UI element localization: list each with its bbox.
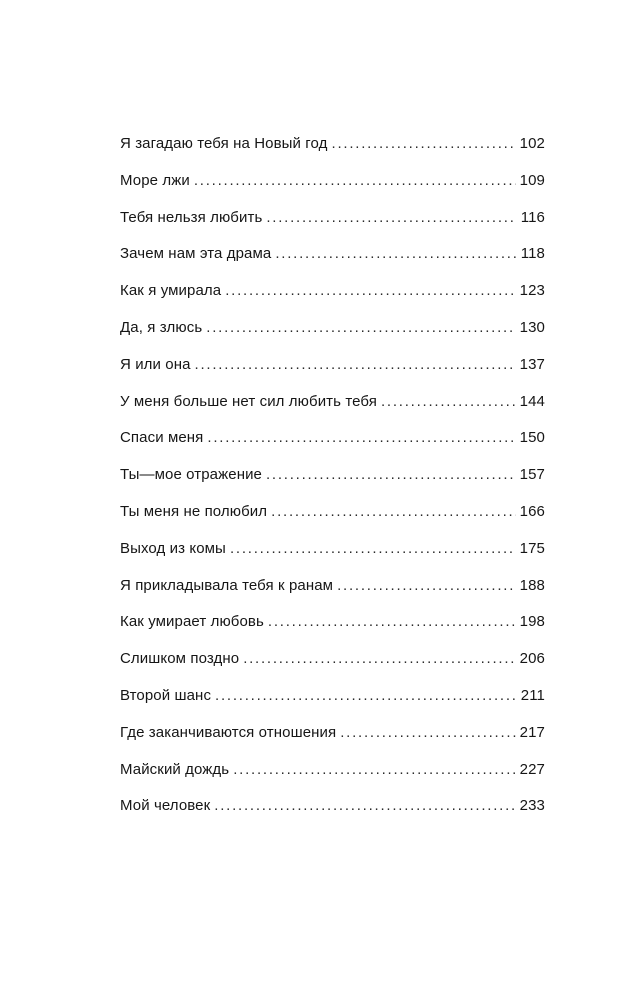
toc-dot-leader	[214, 793, 515, 819]
toc-entry-title: У меня больше нет сил любить тебя	[120, 392, 377, 410]
toc-entry[interactable]	[120, 131, 545, 168]
toc-entry-title: Мой человек	[120, 797, 211, 815]
toc-entry-title: Выход из комы	[120, 539, 226, 557]
toc-entry-page-number: 130	[519, 318, 545, 336]
toc-entry[interactable]	[120, 352, 545, 389]
toc-entry-title: Спаси меня	[120, 429, 204, 447]
toc-dot-leader	[381, 389, 516, 415]
toc-entry-page-number: 166	[519, 502, 545, 520]
toc-entry-title: Как умирает любовь	[120, 613, 264, 631]
toc-entry-title: Майский дождь	[120, 760, 230, 778]
toc-entry-page-number: 157	[519, 466, 545, 484]
toc-entry-page-number: 102	[519, 135, 545, 152]
toc-dot-leader	[268, 609, 516, 635]
toc-dot-leader	[243, 646, 515, 672]
toc-entry-page-number: 175	[519, 539, 545, 557]
toc-dot-leader	[225, 278, 515, 304]
toc-entry-title: Зачем нам эта драма	[120, 245, 272, 263]
toc-entry[interactable]	[120, 168, 545, 205]
toc-entry[interactable]	[120, 646, 545, 683]
toc-dot-leader	[233, 757, 515, 783]
toc-entry[interactable]	[120, 573, 545, 610]
toc-dot-leader	[215, 683, 517, 709]
toc-entry-title: Я прикладывала тебя к ранам	[120, 576, 334, 594]
toc-entry-page-number: 227	[519, 760, 545, 778]
toc-entry[interactable]	[120, 315, 545, 352]
toc-entry[interactable]	[120, 499, 545, 536]
toc-dot-leader	[194, 168, 516, 194]
toc-entry-page-number: 118	[520, 245, 545, 263]
toc-entry-title: Море лжи	[120, 171, 190, 189]
toc-entry-title: Ты меня не полюбил	[120, 502, 268, 520]
toc-entry-page-number: 206	[519, 650, 545, 668]
toc-entry[interactable]	[120, 757, 545, 794]
toc-dot-leader	[271, 499, 516, 525]
toc-entry-page-number: 116	[520, 208, 545, 226]
toc-entry[interactable]	[120, 683, 545, 720]
toc-dot-leader	[266, 462, 516, 488]
toc-dot-leader	[275, 241, 516, 267]
toc-entry[interactable]	[120, 536, 545, 573]
toc-dot-leader	[332, 131, 516, 157]
toc-entry-page-number: 188	[519, 576, 545, 594]
toc-dot-leader	[195, 352, 516, 378]
toc-entry-title: Да, я злюсь	[120, 318, 203, 336]
toc-entry-page-number: 198	[519, 613, 545, 631]
toc-dot-leader	[266, 205, 516, 231]
toc-entry-title: Где заканчиваются отношения	[120, 723, 337, 741]
toc-entry-page-number: 109	[519, 171, 545, 189]
toc-entry[interactable]	[120, 241, 545, 278]
toc-entry[interactable]	[120, 278, 545, 315]
toc-entry[interactable]	[120, 425, 545, 462]
toc-entry[interactable]	[120, 389, 545, 426]
toc-entry-page-number: 137	[519, 355, 545, 373]
toc-entry-title: Я загадаю тебя на Новый год	[120, 135, 328, 152]
toc-entry[interactable]	[120, 609, 545, 646]
toc-entry-page-number: 123	[519, 282, 545, 300]
toc-entry-page-number: 150	[519, 429, 545, 447]
toc-dot-leader	[340, 720, 515, 746]
toc-entry-title: Как я умирала	[120, 282, 222, 300]
toc-dot-leader	[206, 315, 515, 341]
toc-dot-leader	[230, 536, 516, 562]
toc-entry-page-number: 233	[519, 797, 545, 815]
toc-entry[interactable]	[120, 205, 545, 242]
toc-entry-title: Второй шанс	[120, 686, 212, 704]
toc-entry-page-number: 211	[520, 686, 545, 704]
table-of-contents	[120, 131, 545, 830]
toc-entry[interactable]	[120, 793, 545, 830]
toc-dot-leader	[337, 573, 516, 599]
toc-entry-title: Ты—мое отражение	[120, 466, 262, 484]
toc-entry[interactable]	[120, 462, 545, 499]
toc-entry-page-number: 217	[519, 723, 545, 741]
toc-entry-title: Я или она	[120, 355, 191, 373]
toc-entry-page-number: 144	[519, 392, 545, 410]
toc-entry[interactable]	[120, 720, 545, 757]
toc-entry-title: Слишком поздно	[120, 650, 240, 668]
toc-dot-leader	[207, 425, 515, 451]
toc-entry-title: Тебя нельзя любить	[120, 208, 263, 226]
